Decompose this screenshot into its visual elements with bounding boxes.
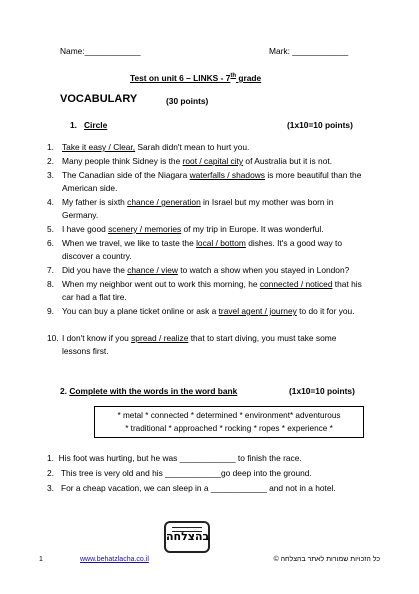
mark-label: Mark:: [269, 46, 290, 56]
question-number: 10.: [47, 333, 59, 343]
fill-question-3[interactable]: [47, 482, 377, 495]
question-number: 4.: [47, 197, 54, 207]
name-field[interactable]: [60, 45, 141, 57]
question-text: dishes. It's a good way to discover a country.: [62, 238, 342, 262]
question-8: [47, 278, 367, 304]
answer-choices[interactable]: connected / noticed: [259, 279, 333, 289]
section1-points: (1x10=10 points): [287, 120, 353, 130]
question-3: [47, 169, 367, 195]
question-text: of Australia but it is not.: [243, 156, 333, 166]
answer-choices[interactable]: Take it easy / Clear,: [62, 142, 136, 152]
question-text: that to start diving, you must take some lessons first.: [62, 333, 337, 357]
question-number: 2.: [47, 468, 54, 478]
word-bank-line: * traditional * approached * rocking * ropes * experience *: [125, 423, 333, 433]
fill-question-2[interactable]: [47, 467, 377, 480]
answer-choices[interactable]: scenery / memories: [108, 224, 182, 234]
page-number: 1: [39, 556, 43, 563]
site-link[interactable]: www.behatzlacha.co.il: [80, 556, 149, 563]
mark-field[interactable]: [269, 45, 348, 57]
copyright: כל הזכויות שמורות לאתר בהצלחה ©: [273, 556, 380, 563]
mark-blank: ____________: [292, 46, 349, 56]
answer-choices[interactable]: chance / generation: [127, 197, 201, 207]
question-text: I have good: [62, 224, 109, 234]
question-2: [47, 155, 367, 168]
question-4: [47, 196, 367, 222]
answer-choices[interactable]: root / capital city: [182, 156, 244, 166]
question-text: Sarah didn't mean to hurt you.: [135, 142, 250, 152]
question-text: When we travel, we like to taste the: [62, 238, 197, 248]
question-text: My father is sixth: [62, 197, 128, 207]
section1-label: Circle: [83, 120, 108, 130]
question-text: is more beautiful than the American side.: [62, 170, 362, 194]
question-text: The Canadian side of the Niagara: [62, 170, 190, 180]
page-title: [130, 70, 261, 84]
question-number: 8.: [47, 279, 54, 289]
question-text: I don't know if you: [62, 333, 132, 343]
question-text: of my trip in Europe. It was wonderful.: [181, 224, 324, 234]
question-number: 7.: [47, 265, 54, 275]
question-text: that his car had a flat tire.: [62, 279, 362, 303]
question-text: This tree is very old and his ____________go deep into the ground.: [58, 468, 312, 478]
logo: בהצלחה: [164, 521, 210, 553]
question-text: Did you have the: [62, 265, 128, 275]
section2-label: Complete with the words in the word bank: [69, 386, 238, 396]
question-7: [47, 264, 367, 277]
section2-number: 2.: [60, 386, 67, 396]
answer-choices[interactable]: waterfalls / shadows: [189, 170, 265, 180]
question-text: in Israel but my mother was born in Germany.: [62, 197, 334, 221]
title-grade: grade: [236, 72, 262, 83]
question-6: [47, 237, 367, 263]
question-text: For a cheap vacation, we can sleep in a ____________ and not in a hotel.: [58, 483, 336, 493]
vocab-heading: VOCABULARY: [60, 93, 138, 105]
question-1: [47, 141, 367, 154]
question-number: 1.: [47, 453, 54, 463]
question-text: His foot was hurting, but he was ____________ to finish the race.: [58, 453, 302, 463]
answer-choices[interactable]: spread / realize: [131, 333, 189, 343]
section2-points: (1x10=10 points): [289, 386, 355, 396]
question-number: 6.: [47, 238, 54, 248]
question-number: 2.: [47, 156, 54, 166]
question-text: to watch a show when you stayed in London?: [177, 265, 350, 275]
name-blank: ____________: [84, 46, 141, 56]
fill-question-1[interactable]: [47, 452, 377, 465]
question-number: 1.: [47, 142, 54, 152]
word-bank-line: * metal * connected * determined * environment* adventurous: [117, 411, 341, 420]
question-text: When my neighbor went out to work this morning, he: [62, 279, 260, 289]
question-5: [47, 223, 367, 236]
question-text: You can buy a plane ticket online or ask a: [62, 306, 219, 316]
answer-choices[interactable]: chance / view: [127, 265, 178, 275]
section2-heading: [60, 385, 237, 397]
question-text: to do it for you.: [296, 306, 355, 316]
title-sup: th: [230, 73, 237, 79]
vocab-points: (30 points): [166, 96, 209, 106]
answer-choices[interactable]: local / bottom: [196, 238, 246, 248]
section1-number: 1.: [70, 120, 77, 130]
section1-heading: [70, 119, 107, 131]
question-number: 3.: [47, 483, 54, 493]
question-number: 3.: [47, 170, 54, 180]
question-number: 9.: [47, 306, 54, 316]
answer-choices[interactable]: travel agent / journey: [218, 306, 297, 316]
question-text: Many people think Sidney is the: [62, 156, 183, 166]
title-text: Test on unit 6 – LINKS - 7: [130, 72, 231, 83]
question-10: [47, 332, 367, 358]
word-bank: [94, 406, 364, 438]
name-label: Name:: [60, 46, 85, 56]
question-9: [47, 305, 367, 318]
question-number: 5.: [47, 224, 54, 234]
